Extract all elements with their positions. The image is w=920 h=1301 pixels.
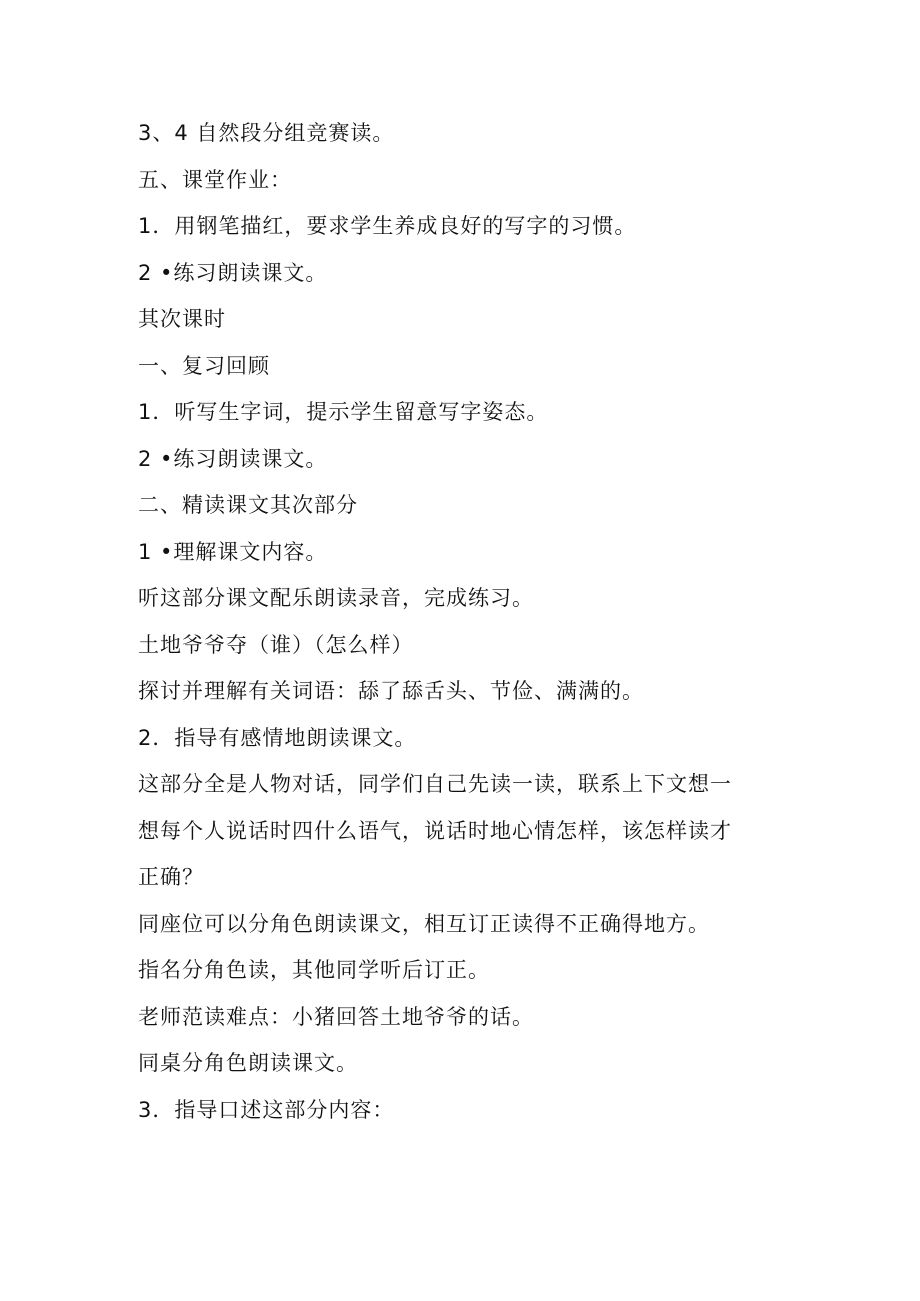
section-heading: 五、课堂作业： bbox=[138, 167, 292, 192]
paragraph-line: 这部分全是人物对话，同学们自己先读一读，联系上下文想一 bbox=[138, 772, 732, 796]
paragraph-line: 探讨并理解有关词语：舔了舔舌头、节俭、满满的。 bbox=[138, 679, 644, 703]
paragraph-line: 同座位可以分角色朗读课文，相互订正读得不正确得地方。 bbox=[138, 911, 710, 936]
paragraph-line: 同桌分角色朗读课文。 bbox=[138, 1051, 358, 1075]
paragraph-line: 2 •练习朗读课文。 bbox=[138, 446, 328, 471]
paragraph-line: 3、4 自然段分组竞赛读。 bbox=[138, 121, 395, 145]
paragraph-line: 指名分角色读，其他同学听后订正。 bbox=[138, 958, 490, 982]
paragraph-line: 1 •理解课文内容。 bbox=[138, 539, 328, 564]
paragraph-line: 听这部分课文配乐朗读录音，完成练习。 bbox=[138, 586, 534, 610]
paragraph-line: 想每个人说话时四什么语气，说话时地心情怎样，该怎样读才 bbox=[138, 818, 732, 843]
paragraph-line: 土地爷爷夺（谁）（怎么样） bbox=[138, 632, 414, 657]
paragraph-line: 3．指导口述这部分内容： bbox=[138, 1097, 395, 1122]
paragraph-line: 老师范读难点：小猪回答土地爷爷的话。 bbox=[138, 1004, 534, 1029]
lesson-heading: 其次课时 bbox=[138, 307, 226, 331]
section-heading: 二、精读课文其次部分 bbox=[138, 493, 358, 517]
paragraph-line: 2 •练习朗读课文。 bbox=[138, 260, 328, 285]
section-heading: 一、复习回顾 bbox=[138, 353, 270, 378]
paragraph-line: 2．指导有感情地朗读课文。 bbox=[138, 725, 417, 750]
paragraph-line: 1．听写生字词，提示学生留意写字姿态。 bbox=[138, 400, 549, 424]
paragraph-line: 正确？ bbox=[138, 865, 204, 889]
document-body bbox=[138, 110, 798, 1133]
paragraph-line: 1．用钢笔描红，要求学生养成良好的写字的习惯。 bbox=[138, 214, 637, 238]
